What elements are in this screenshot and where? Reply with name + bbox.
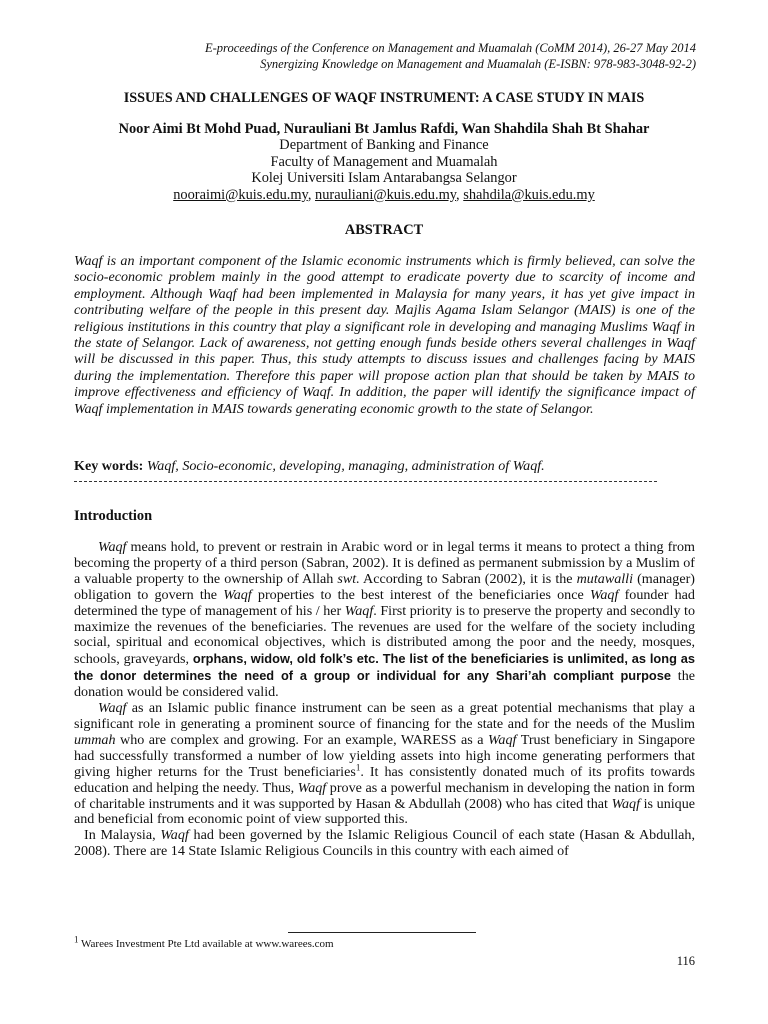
faculty: Faculty of Management and Muamalah — [270, 153, 498, 170]
term-waqf: Waqf — [98, 539, 127, 555]
text-run: . First priority is to preserve the property and secondly to maximize the revenues of the beneficiaries. The revenues are used for the welfare of the society including social, spiritual and economical objectives, which is distributed among the poor and the needy, mosques, schools, graveyards, — [74, 602, 695, 668]
footnote-rule — [288, 932, 476, 933]
text-run: founder had determined the type of management of his / her — [74, 586, 695, 619]
term-waqf: Waqf — [160, 827, 189, 844]
text-run: as an Islamic public finance instrument can be seen as a great potential mechanisms that play a significant role in generating a prominent source of financing for the state and for the needs of the Muslim — [74, 700, 695, 732]
keywords-text: Waqf, Socio-economic, developing, managing, administration of Waqf. — [146, 458, 545, 474]
paper-title: ISSUES AND CHALLENGES OF WAQF INSTRUMENT: A CASE STUDY IN MAIS — [123, 90, 645, 106]
text-run: . It has consistently donated much of its profits towards education and helping the needy. Thus, — [74, 763, 695, 796]
introduction-body — [74, 540, 695, 860]
footnote-mark: 1 — [74, 934, 79, 945]
text-run: the donation would be considered valid. — [74, 668, 695, 701]
footnote — [74, 934, 334, 950]
email-list — [0, 187, 768, 203]
abstract-heading: ABSTRACT — [344, 222, 424, 238]
term-waqf: Waqf — [98, 700, 127, 717]
email-link[interactable]: shahdila@kuis.edu.my — [463, 186, 595, 203]
text-run: who are complex and growing. For an example, WARESS as a — [115, 731, 488, 748]
inserted-text-run: orphans, widow, old folk’s etc. The list of the beneficiaries is unlimited, as long as the donor determines the need of a group or individual for any Shari’ah compliant purpose — [74, 651, 696, 684]
introduction-heading: Introduction — [74, 508, 153, 524]
keywords-label: Key words: — [74, 458, 144, 474]
text-run: had been governed by the Islamic Religious Council of each state (Hasan & Abdullah, 2008). There are 14 State Islamic Religious Councils in this country with each aimed of — [74, 827, 695, 860]
intro-paragraph-1 — [74, 540, 695, 701]
term-mutawalli: mutawalli — [576, 570, 634, 587]
email-separator: , — [307, 186, 316, 203]
footnote-reference[interactable]: 1 — [355, 762, 361, 772]
term-waqf: Waqf — [487, 731, 517, 748]
header-line-1: E-proceedings of the Conference on Management and Muamalah (CoMM 2014), 26-27 May 2014 — [205, 41, 696, 55]
term-waqf: Waqf — [344, 602, 374, 619]
dashed-divider — [74, 481, 657, 482]
intro-paragraph-2 — [74, 701, 695, 828]
term-waqf: Waqf — [589, 586, 619, 603]
abstract-text: Waqf is an important component of the Islamic economic instruments which is firmly believed, can solve the socio-economic problem mainly in the good attempt to eradicate poverty due to scarcity of income and employment. Although Waqf had been implemented in Malaysia for many years, it has yet give impact in contributing welfare of the people in this present day. Majlis Agama Islam Selangor (MAIS) is one of the religious institutions in this country that play a significant role in developing and managing Muslims Waqf in the state of Selangor. Lack of awareness, not getting enough funds beside others several challenges in Waqf will be discussed in this paper. Thus, this study attempts to discuss issues and challenges facing by MAIS during the implementation. Therefore this paper will propose action plan that should be taken by MAIS to improve effectiveness and efficiency of Waqf. In addition, the paper will identify the significance impact of Waqf implementation in MAIS towards generating economic growth to the state of Selangor. — [74, 253, 695, 417]
text-run: is unique and beneficial from economic point of view supported this. — [74, 795, 696, 828]
text-run: (manager) obligation to govern the — [74, 570, 695, 603]
header-line-2: Synergizing Knowledge on Management and Muamalah (E-ISBN: 978-983-3048-92-2) — [260, 57, 696, 71]
page-number: 116 — [676, 954, 695, 968]
proceedings-header — [56, 40, 696, 72]
author-block — [0, 121, 768, 203]
department: Department of Banking and Finance — [279, 137, 489, 154]
text-run: Trust beneficiary in Singapore had successfully transformed a number of low yielding assets into high income generating performers that giving higher returns for the Trust beneficiaries — [74, 731, 695, 780]
intro-paragraph-3 — [74, 828, 695, 860]
footnote-text: Warees Investment Pte Ltd available at www.warees.com — [78, 938, 334, 950]
term-waqf: Waqf — [611, 795, 641, 812]
keywords — [74, 458, 695, 475]
text-run: means hold, to prevent or restrain in Arabic word or in legal terms it means to protect a thing from becoming the property of a third person (Sabran, 2002). It is defined as permanent submission by a Muslim of a valuable property to the ownership of Allah — [74, 539, 695, 587]
term-ummah: ummah — [74, 731, 116, 748]
term-waqf: Waqf — [223, 586, 252, 603]
text-run: prove as a powerful mechanism in developing the nation in form of charitable instruments and it was supported by Hasan & Abdullah (2008) who has cited that — [74, 779, 695, 812]
email-link[interactable]: nurauliani@kuis.edu.my — [315, 186, 457, 203]
term-waqf: Waqf — [297, 779, 327, 796]
text-run: According to Sabran (2002), it is the — [359, 570, 577, 587]
text-run: In Malaysia, — [84, 827, 161, 844]
university: Kolej Universiti Islam Antarabangsa Selangor — [251, 170, 517, 187]
author-names: Noor Aimi Bt Mohd Puad, Nurauliani Bt Jamlus Rafdi, Wan Shahdila Shah Bt Shahar — [118, 121, 650, 137]
term-swt: swt. — [337, 570, 360, 587]
text-run: properties to the best interest of the beneficiaries once — [251, 586, 590, 603]
email-link[interactable]: nooraimi@kuis.edu.my — [173, 186, 308, 203]
email-separator: , — [456, 186, 464, 203]
